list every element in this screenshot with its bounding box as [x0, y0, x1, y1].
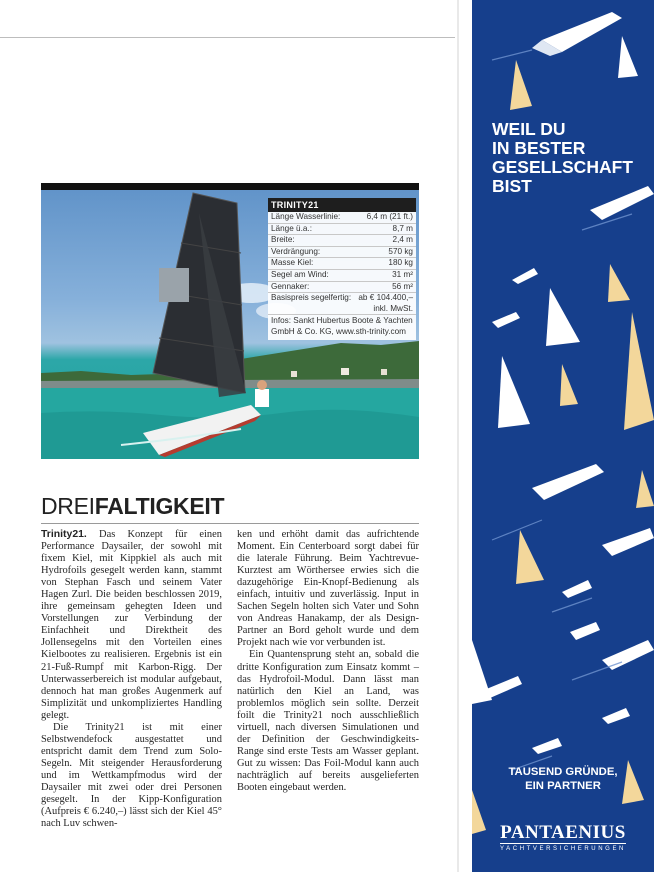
ad-headline [492, 120, 633, 196]
spec-row [268, 212, 416, 224]
spec-label: Breite: [271, 235, 295, 245]
paragraph: ken und erhöht damit das aufrichtende Moment. Ein Centerboard sorgt dabei für die laterale Führung. Beim Yachtrevue-Kurztest am Wörthersee erwies sich die dazugehörige Ein-Knopf-Bedienung als einfach, intuitiv und zuverlässig. Input in Sachen Segeln holten sich Vater und Sohn von Andreas Hanakamp, der als Design-Partner an Bord geholt wurde und dem Projekt nach wie vor verbunden ist. [237, 529, 419, 649]
spec-label: Masse Kiel: [271, 258, 314, 268]
spec-value: 180 kg [388, 258, 413, 268]
article-column-1 [41, 529, 222, 830]
top-rule [0, 37, 455, 38]
ad-headline-line: BIST [492, 176, 532, 196]
spec-row [268, 258, 416, 270]
spec-row [268, 270, 416, 282]
page-divider [457, 0, 459, 872]
ad-headline-line: GESELLSCHAFT [492, 157, 633, 177]
advertisement [472, 0, 654, 872]
spec-box [268, 198, 416, 340]
spec-price [358, 293, 413, 314]
spec-value: 31 m² [392, 269, 413, 279]
spec-label: Gennaker: [271, 281, 310, 291]
spec-info: Infos: Sankt Hubertus Boote & Yachten GmbH & Co. KG, www.sth-trinity.com [271, 316, 413, 336]
ad-tagline-line: EIN PARTNER [525, 779, 601, 792]
spec-value: 8,7 m [392, 223, 413, 233]
ad-brand-logo[interactable]: PANTAENIUS [500, 822, 626, 843]
paragraph: Ein Quantensprung steht an, sobald die dritte Konfiguration zum Einsatz kommt – das Hydrofoil-Modul. Dann lässt man natürlich den Kiel an Land, was problemlos möglich sein sollte. Derzeit foilt die Trinity21 noch ausschließlich virtuell, nach diversen Simulationen und der Definition der Geschwindigkeits-Range sind erste Tests am Wasser geplant. Gut zu wissen: Das Foil-Modul kann auch nachträglich auf bereits ausgelieferten Booten eingebaut werden. [237, 649, 419, 793]
spec-value: 2,4 m [392, 235, 413, 245]
paragraph: Die Trinity21 ist mit einer Selbstwendefock ausgestattet und entspricht damit dem Trend zum Solo-Segeln. Mit steigender Herausforderung und im Wettkampfmodus wird der Daysailer mit zwei oder drei Personen gesegelt. In der Kipp-Konfiguration (Aufpreis € 6.240,–) lässt sich der Kiel 45° nach Luv schwen- [41, 721, 222, 830]
article-column-2 [237, 529, 419, 794]
spec-row [268, 247, 416, 259]
article-title [41, 493, 224, 520]
spec-title: TRINITY21 [268, 198, 416, 212]
spec-price-value: ab € 104.400,– [358, 293, 413, 303]
ad-headline-line: WEIL DU [492, 119, 566, 139]
spec-value: 56 m² [392, 281, 413, 291]
spec-row [268, 235, 416, 247]
paragraph [41, 529, 222, 722]
spec-value: 6,4 m (21 ft.) [366, 212, 413, 221]
spec-row [268, 224, 416, 236]
spec-label: Verdrängung: [271, 246, 321, 256]
spec-label: Länge Wasserlinie: [271, 212, 341, 221]
spec-value: 570 kg [388, 246, 413, 256]
spec-row [268, 282, 416, 294]
ad-brand-rule [500, 843, 626, 844]
ad-brand-sub: YACHTVERSICHERUNGEN [500, 846, 626, 852]
spec-price-label: Basispreis segelfertig: [271, 293, 352, 303]
spec-label: Länge ü.a.: [271, 223, 312, 233]
title-light: DREI [41, 493, 95, 519]
article-lead: Trinity21. [41, 529, 87, 540]
title-rule [41, 523, 419, 524]
ad-tagline [472, 766, 654, 793]
ad-headline-line: IN BESTER [492, 138, 586, 158]
paragraph-text: Das Konzept für einen Performance Daysailer, der sowohl mit fixem Kiel, mit Kippkiel als auch mit Hydrofoils gesegelt werden kann, stammt von Stephan Fasch und seinem Vater Hagen Zurl. Die beiden beschlossen 2019, ihre gemeinsam gehegten Ideen und Vorstellungen zur Verbindung der Einfachheit und Direktheit des Jollensegelns mit den Vorteilen eines Kielbootes zu realisieren. Ergebnis ist ein 21-Fuß-Rumpf mit Karbon-Rigg. Der Unterwasserbereich ist modular aufgebaut, dennoch hat man großes Augenmerk auf Simplizität und unkompliziertes Handling gelegt. [41, 529, 222, 721]
spec-price-note: inkl. MwSt. [373, 303, 413, 313]
spec-label: Segel am Wind: [271, 269, 329, 279]
ad-tagline-line: TAUSEND GRÜNDE, [508, 766, 618, 778]
title-bold: FALTIGKEIT [94, 493, 225, 519]
spec-row-price [268, 293, 416, 315]
